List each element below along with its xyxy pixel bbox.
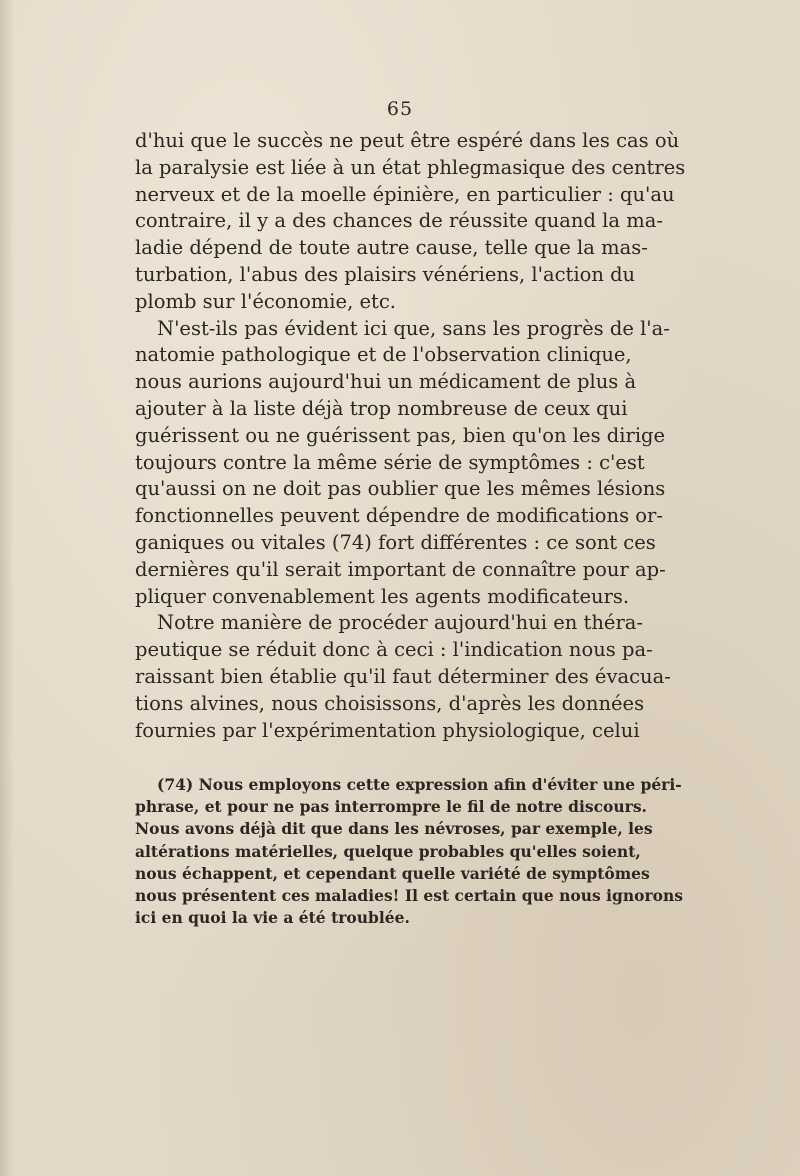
text-line: fonctionnelles peuvent dépendre de modifications or- bbox=[135, 504, 663, 528]
text-line: qu'aussi on ne doit pas oublier que les mêmes lésions bbox=[135, 477, 666, 501]
text-line: toujours contre la même série de symptômes : c'est bbox=[135, 450, 645, 474]
text-line: plomb sur l'économie, etc. bbox=[135, 289, 396, 313]
paragraph-start-line: N'est-ils pas évident ici que, sans les progrès de l'a- bbox=[157, 316, 670, 340]
text-line: contraire, il y a des chances de réussite quand la ma- bbox=[135, 209, 663, 233]
text-line: raissant bien établie qu'il faut déterminer des évacua- bbox=[135, 664, 671, 688]
text-line: fournies par l'expérimentation physiologique, celui bbox=[135, 718, 640, 742]
text-line: natomie pathologique et de l'observation clinique, bbox=[135, 343, 632, 367]
footnote-line: nous échappent, et cependant quelle variété de symptômes bbox=[135, 863, 650, 883]
text-line: ajouter à la liste déjà trop nombreuse de ceux qui bbox=[135, 396, 628, 420]
text-line: ganiques ou vitales (74) fort différentes : ce sont ces bbox=[135, 530, 656, 554]
text-line: turbation, l'abus des plaisirs vénériens, l'action du bbox=[135, 262, 636, 286]
text-line: guérissent ou ne guérissent pas, bien qu'on les dirige bbox=[135, 423, 666, 447]
page-number: 65 bbox=[386, 98, 414, 120]
text-line: la paralysie est liée à un état phlegmasique des centres bbox=[135, 155, 686, 179]
text-line: dernières qu'il serait important de connaître pour ap- bbox=[135, 557, 666, 581]
text-line: nous aurions aujourd'hui un médicament de plus à bbox=[135, 370, 637, 394]
text-line: ladie dépend de toute autre cause, telle que la mas- bbox=[135, 236, 648, 260]
footnote-line: ici en quoi la vie a été troublée. bbox=[135, 908, 410, 928]
paragraph-start-line: Notre manière de procéder aujourd'hui en théra- bbox=[157, 611, 643, 635]
footnote-line: phrase, et pour ne pas interrompre le fil de notre discours. bbox=[135, 797, 647, 817]
text-line: d'hui que le succès ne peut être espéré dans les cas où bbox=[135, 129, 680, 152]
footnote-line: Nous avons déjà dit que dans les névroses, par exemple, les bbox=[135, 819, 653, 839]
footnote-block bbox=[135, 774, 683, 929]
text-line: nerveux et de la moelle épinière, en particulier : qu'au bbox=[135, 182, 675, 206]
text-line: peutique se réduit donc à ceci : l'indication nous pa- bbox=[135, 638, 653, 662]
text-line: tions alvines, nous choisissons, d'après les données bbox=[135, 691, 645, 715]
text-line: pliquer convenablement les agents modificateurs. bbox=[135, 584, 630, 608]
main-text-block bbox=[135, 128, 686, 744]
footnote-line: altérations matérielles, quelque probables qu'elles soient, bbox=[135, 841, 641, 861]
footnote-line: (74) Nous employons cette expression afin d'éviter une péri- bbox=[157, 775, 682, 794]
page-gutter-shadow bbox=[0, 0, 14, 1176]
footnote-line: nous présentent ces maladies! Il est certain que nous ignorons bbox=[135, 885, 683, 905]
